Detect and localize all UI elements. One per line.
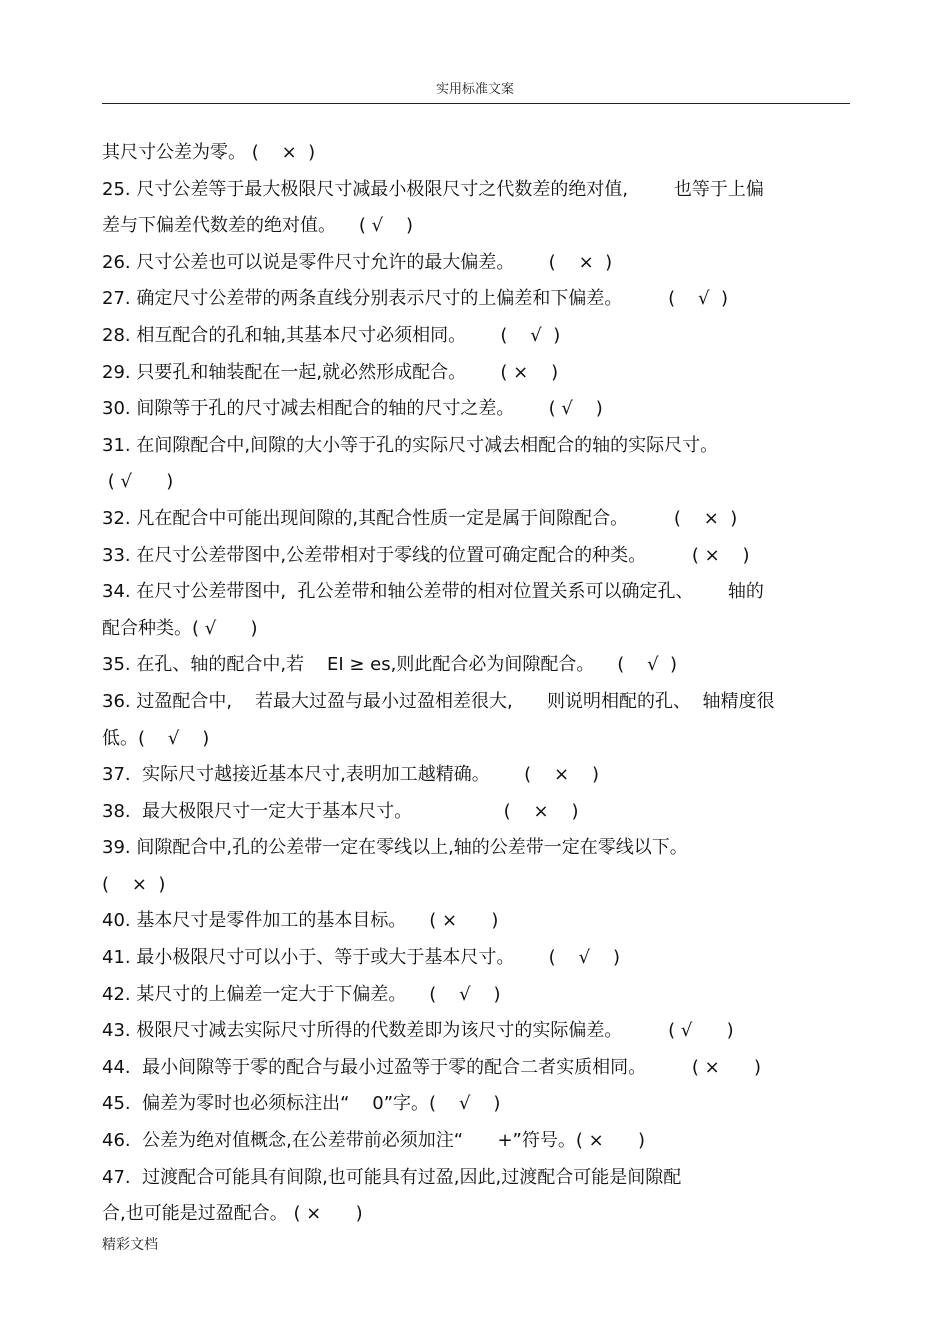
text-line: 34. 在尺寸公差带图中, 孔公差带和轴公差带的相对位置关系可以确定孔、 轴的 <box>102 581 764 603</box>
text-line: 31. 在间隙配合中,间隙的大小等于孔的实际尺寸减去相配合的轴的实际尺寸。 <box>102 434 719 456</box>
header-divider <box>102 103 850 104</box>
text-line: 42. 某尺寸的上偏差一定大于下偏差。 ( √ ) <box>102 983 501 1005</box>
text-line: 47. 过渡配合可能具有间隙,也可能具有过盈,因此,过渡配合可能是间隙配 <box>102 1166 682 1188</box>
text-line: 28. 相互配合的孔和轴,其基本尺寸必须相同。 ( √ ) <box>102 324 561 346</box>
text-line: 差与下偏差代数差的绝对值。 ( √ ) <box>102 215 414 237</box>
text-line: 38. 最大极限尺寸一定大于基本尺寸。 ( × ) <box>102 800 579 822</box>
text-line: 33. 在尺寸公差带图中,公差带相对于零线的位置可确定配合的种类。 ( × ) <box>102 544 750 566</box>
text-line: ( × ) <box>102 873 166 895</box>
page-footer-text: 精彩文档 <box>102 1237 158 1253</box>
text-line: 44. 最小间隙等于零的配合与最小过盈等于零的配合二者实质相同。 ( × ) <box>102 1056 762 1078</box>
text-line: 43. 极限尺寸减去实际尺寸所得的代数差即为该尺寸的实际偏差。 ( √ ) <box>102 1020 734 1042</box>
text-line: 其尺寸公差为零。 ( × ) <box>102 142 316 163</box>
text-line: 46. 公差为绝对值概念,在公差带前必须加注“ +”符号。( × ) <box>102 1130 646 1152</box>
text-line: 39. 间隙配合中,孔的公差带一定在零线以上,轴的公差带一定在零线以下。 <box>102 837 688 859</box>
text-line: 29. 只要孔和轴装配在一起,就必然形成配合。 ( × ) <box>102 361 559 383</box>
text-line: 40. 基本尺寸是零件加工的基本目标。 ( × ) <box>102 910 499 932</box>
text-line: 37. 实际尺寸越接近基本尺寸,表明加工越精确。 ( × ) <box>102 764 600 786</box>
page-header-title: 实用标准文案 <box>435 82 514 97</box>
text-line: 45. 偏差为零时也必须标注出“ 0”字。( √ ) <box>102 1093 501 1115</box>
text-line: ( √ ) <box>102 471 174 493</box>
text-line: 低。( √ ) <box>102 727 210 749</box>
text-line: 32. 凡在配合中可能出现间隙的,其配合性质一定是属于间隙配合。 ( × ) <box>102 507 738 529</box>
text-line: 合,也可能是过盈配合。 ( × ) <box>102 1203 363 1225</box>
text-line: 配合种类。( √ ) <box>102 617 258 639</box>
text-line: 30. 间隙等于孔的尺寸减去相配合的轴的尺寸之差。 ( √ ) <box>102 398 603 420</box>
text-line: 41. 最小极限尺寸可以小于、等于或大于基本尺寸。 ( √ ) <box>102 947 620 969</box>
text-line: 36. 过盈配合中, 若最大过盈与最小过盈相差很大, 则说明相配的孔、 轴精度很 <box>102 690 775 712</box>
text-line: 35. 在孔、轴的配合中,若 EI ≥ es,则此配合必为间隙配合。 ( √ ) <box>102 654 678 676</box>
text-line: 26. 尺寸公差也可以说是零件尺寸允许的最大偏差。 ( × ) <box>102 251 613 273</box>
text-line: 25. 尺寸公差等于最大极限尺寸减最小极限尺寸之代数差的绝对值, 也等于上偏 <box>102 178 764 200</box>
text-line: 27. 确定尺寸公差带的两条直线分别表示尺寸的上偏差和下偏差。 ( √ ) <box>102 288 728 310</box>
document-body <box>102 135 850 1233</box>
